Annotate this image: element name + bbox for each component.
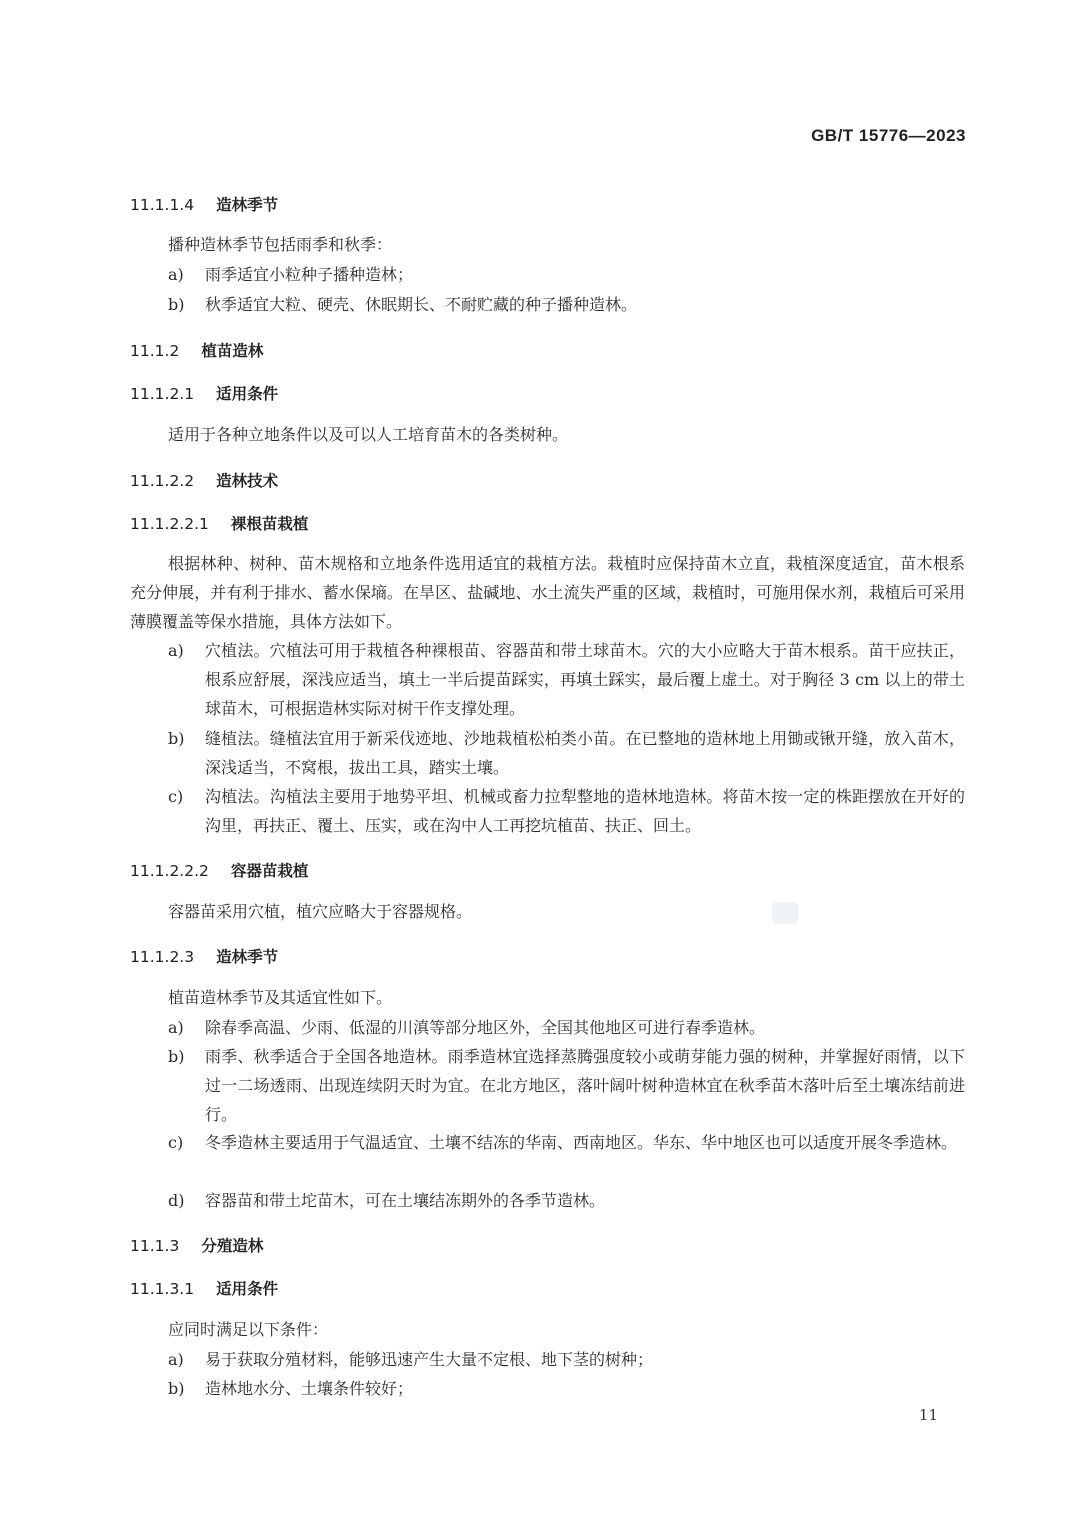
list-text: 除春季高温、少雨、低湿的川滇等部分地区外，全国其他地区可进行春季造林。 bbox=[205, 1018, 766, 1037]
section-title: 适用条件 bbox=[216, 385, 279, 403]
list-marker: b) bbox=[168, 1379, 185, 1398]
list-text: 冬季造林主要适用于气温适宜、土壤不结冻的华南、西南地区。华东、华中地区也可以适度开展冬季造林。 bbox=[205, 1133, 958, 1152]
section-title: 容器苗栽植 bbox=[230, 862, 309, 880]
section-title: 分殖造林 bbox=[201, 1237, 264, 1255]
section-title: 造林技术 bbox=[216, 472, 279, 490]
section-heading bbox=[130, 1277, 278, 1299]
list-item bbox=[168, 724, 965, 782]
list-item bbox=[168, 782, 965, 840]
list-text: 穴植法。穴植法可用于栽植各种裸根苗、容器苗和带土球苗木。穴的大小应略大于苗木根系。苗干应扶正，根系应舒展，深浅应适当，填土一半后提苗踩实，再填土踩实，最后覆上虚土。对于胸径 3 cm 以上的带土球苗木，可根据造林实际对树干作支撑处理。 bbox=[205, 641, 965, 718]
section-heading bbox=[130, 512, 308, 534]
paragraph: 适用于各种立地条件以及可以人工培育苗木的各类树种。 bbox=[168, 425, 569, 444]
section-number: 11.1.2.2.1 bbox=[130, 515, 209, 533]
list-text: 雨季、秋季适合于全国各地造林。雨季造林宜选择蒸腾强度较小或萌芽能力强的树种，并掌握好雨情，以下过一二场透雨、出现连续阴天时为宜。在北方地区，落叶阔叶树种造林宜在秋季苗木落叶后至土壤冻结前进行。 bbox=[205, 1047, 965, 1124]
section-number: 11.1.3 bbox=[130, 1237, 180, 1255]
section-title: 造林季节 bbox=[216, 948, 279, 966]
section-number: 11.1.2 bbox=[130, 342, 180, 360]
section-title: 造林季节 bbox=[216, 196, 279, 214]
list-item bbox=[168, 290, 965, 319]
list-text: 秋季适宜大粒、硬壳、休眠期长、不耐贮藏的种子播种造林。 bbox=[205, 295, 638, 314]
list-text: 缝植法。缝植法宜用于新采伐迹地、沙地栽植松柏类小苗。在已整地的造林地上用锄或锹开缝，放入苗木，深浅适当，不窝根，拔出工具，踏实土壤。 bbox=[205, 729, 965, 777]
section-heading bbox=[130, 469, 278, 491]
list-item bbox=[168, 636, 965, 723]
list-text: 造林地水分、土壤条件较好； bbox=[205, 1379, 414, 1398]
watermark-stamp bbox=[772, 902, 798, 924]
section-heading bbox=[130, 339, 263, 361]
list-marker: a) bbox=[168, 265, 184, 284]
section-number: 11.1.2.3 bbox=[130, 948, 195, 966]
section-number: 11.1.2.2.2 bbox=[130, 862, 209, 880]
list-item bbox=[168, 1042, 965, 1129]
list-marker: c) bbox=[168, 787, 184, 806]
paragraph: 应同时满足以下条件： bbox=[168, 1320, 329, 1339]
list-marker: b) bbox=[168, 295, 185, 314]
list-text: 容器苗和带土坨苗木，可在土壤结冻期外的各季节造林。 bbox=[205, 1191, 606, 1210]
list-item bbox=[168, 1013, 965, 1042]
section-heading bbox=[130, 193, 278, 215]
section-title: 裸根苗栽植 bbox=[230, 515, 309, 533]
paragraph: 播种造林季节包括雨季和秋季： bbox=[168, 235, 393, 254]
list-marker: b) bbox=[168, 1047, 185, 1066]
section-title: 植苗造林 bbox=[201, 342, 264, 360]
section-heading bbox=[130, 1234, 263, 1256]
list-marker: c) bbox=[168, 1133, 184, 1152]
list-item bbox=[168, 260, 965, 289]
section-number: 11.1.3.1 bbox=[130, 1280, 195, 1298]
list-marker: a) bbox=[168, 641, 184, 660]
list-item bbox=[168, 1374, 965, 1403]
list-marker: a) bbox=[168, 1018, 184, 1037]
section-number: 11.1.2.2 bbox=[130, 472, 195, 490]
paragraph: 容器苗采用穴植，植穴应略大于容器规格。 bbox=[168, 902, 473, 921]
paragraph: 植苗造林季节及其适宜性如下。 bbox=[168, 988, 393, 1007]
section-title: 适用条件 bbox=[216, 1280, 279, 1298]
standard-code: GB/T 15776—2023 bbox=[811, 126, 966, 145]
section-heading bbox=[130, 945, 278, 967]
list-marker: d) bbox=[168, 1191, 185, 1210]
section-number: 11.1.2.1 bbox=[130, 385, 195, 403]
paragraph: 根据林种、树种、苗木规格和立地条件选用适宜的栽植方法。栽植时应保持苗木立直，栽植深度适宜，苗木根系充分伸展，并有利于排水、蓄水保墒。在旱区、盐碱地、水土流失严重的区域，栽植时，可施用保水剂，栽植后可采用薄膜覆盖等保水措施，具体方法如下。 bbox=[130, 554, 965, 631]
list-item bbox=[168, 1128, 965, 1157]
section-number: 11.1.1.4 bbox=[130, 196, 195, 214]
list-marker: a) bbox=[168, 1350, 184, 1369]
page-number: 11 bbox=[918, 1406, 938, 1424]
list-marker: b) bbox=[168, 729, 185, 748]
section-heading bbox=[130, 382, 278, 404]
list-item bbox=[168, 1186, 965, 1215]
section-heading bbox=[130, 859, 308, 881]
list-text: 沟植法。沟植法主要用于地势平坦、机械或畜力拉犁整地的造林地造林。将苗木按一定的株距摆放在开好的沟里，再扶正、覆土、压实，或在沟中人工再挖坑植苗、扶正、回土。 bbox=[205, 787, 965, 835]
list-text: 雨季适宜小粒种子播种造林； bbox=[205, 265, 414, 284]
list-item bbox=[168, 1345, 965, 1374]
list-text: 易于获取分殖材料，能够迅速产生大量不定根、地下茎的树种； bbox=[205, 1350, 654, 1369]
